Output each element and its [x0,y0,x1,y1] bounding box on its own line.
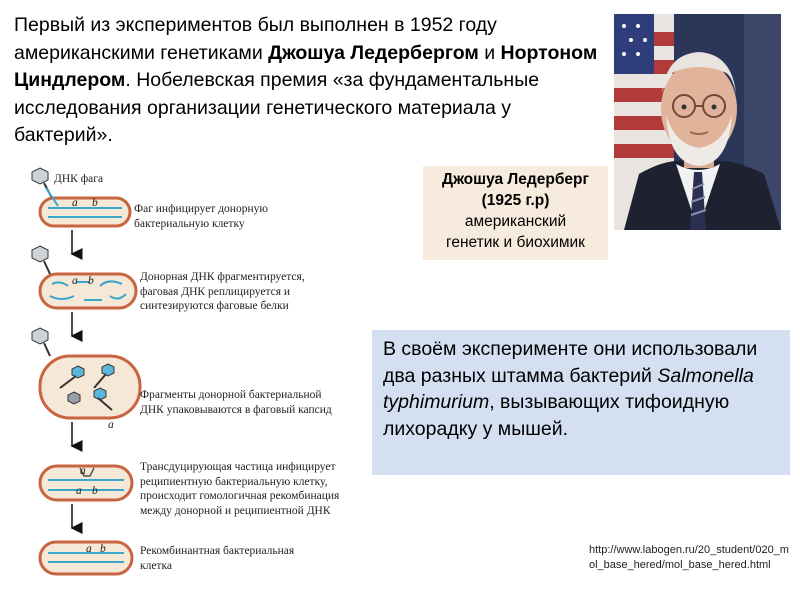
experiment-text-1: В своём эксперименте они использовали два разных штамма бактерий [383,338,758,387]
gene-a-step5: a [86,543,92,555]
experiment-text-2: , вызывающих тифоидную лихорадку у мышей. [383,391,730,440]
step-4-label: Трансдуцирующая частица инфицирует реципиентную бактериальную клетку, происходит гомологичная рекомбинация между донорной и реципиентной ДНК [140,461,340,517]
cell-step-2 [32,246,136,308]
gene-a-step4: a [76,485,82,497]
gene-b-step1: b [92,197,98,209]
transduction-diagram [30,166,370,586]
caption-line-2: генетик и биохимик [446,234,585,251]
intro-paragraph [14,12,599,150]
gene-a-step2: a [72,275,78,287]
cell-step-3 [32,328,140,418]
step-5-label: Рекомбинантная бактериальная клетка [140,545,295,572]
experiment-species: Salmonella typhimurium [383,364,754,413]
source-link[interactable]: http://www.labogen.ru/20_student/020_mol_base_hered/mol_base_hered.html [589,544,789,571]
phage-dna-label: ДНК фага [54,173,104,185]
step-2-label: Донорная ДНК фрагментируется, фаговая ДНК реплицируется и синтезируются фаговые белки [140,271,305,312]
intro-text-2: и [478,41,501,64]
gene-a-step1: a [72,197,78,209]
gene-a-step4-donor: a [80,465,86,477]
portrait-photo [614,14,781,230]
gene-b-step2: b [88,275,94,287]
intro-text-1: Первый из экспериментов был выполнен в 1952 году американскими генетиками [14,14,497,64]
caption-years: (1925 г.р) [481,192,550,209]
intro-name-lederberg: Джошуа Ледербергом [268,41,479,64]
gene-a-step3: a [108,419,114,431]
caption-line-1: американский [464,213,567,230]
gene-b-step4: b [92,485,98,497]
step-1-label: Фаг инфицирует донорную бактериальную клетку [134,203,268,230]
cell-step-4 [40,466,132,500]
gene-b-step5: b [100,543,106,555]
caption-name: Джошуа Ледерберг [442,171,589,188]
experiment-info-box [372,330,790,475]
step-3-label: Фрагменты донорной бактериальной ДНК упаковываются в фаговый капсид [140,389,332,416]
intro-name-zinder: Нортоном Циндлером [14,41,598,91]
intro-text-3: . Нобелевская премия «за фундаментальные исследования организации генетического материала у бактерий». [14,69,540,146]
portrait-caption [423,166,608,260]
